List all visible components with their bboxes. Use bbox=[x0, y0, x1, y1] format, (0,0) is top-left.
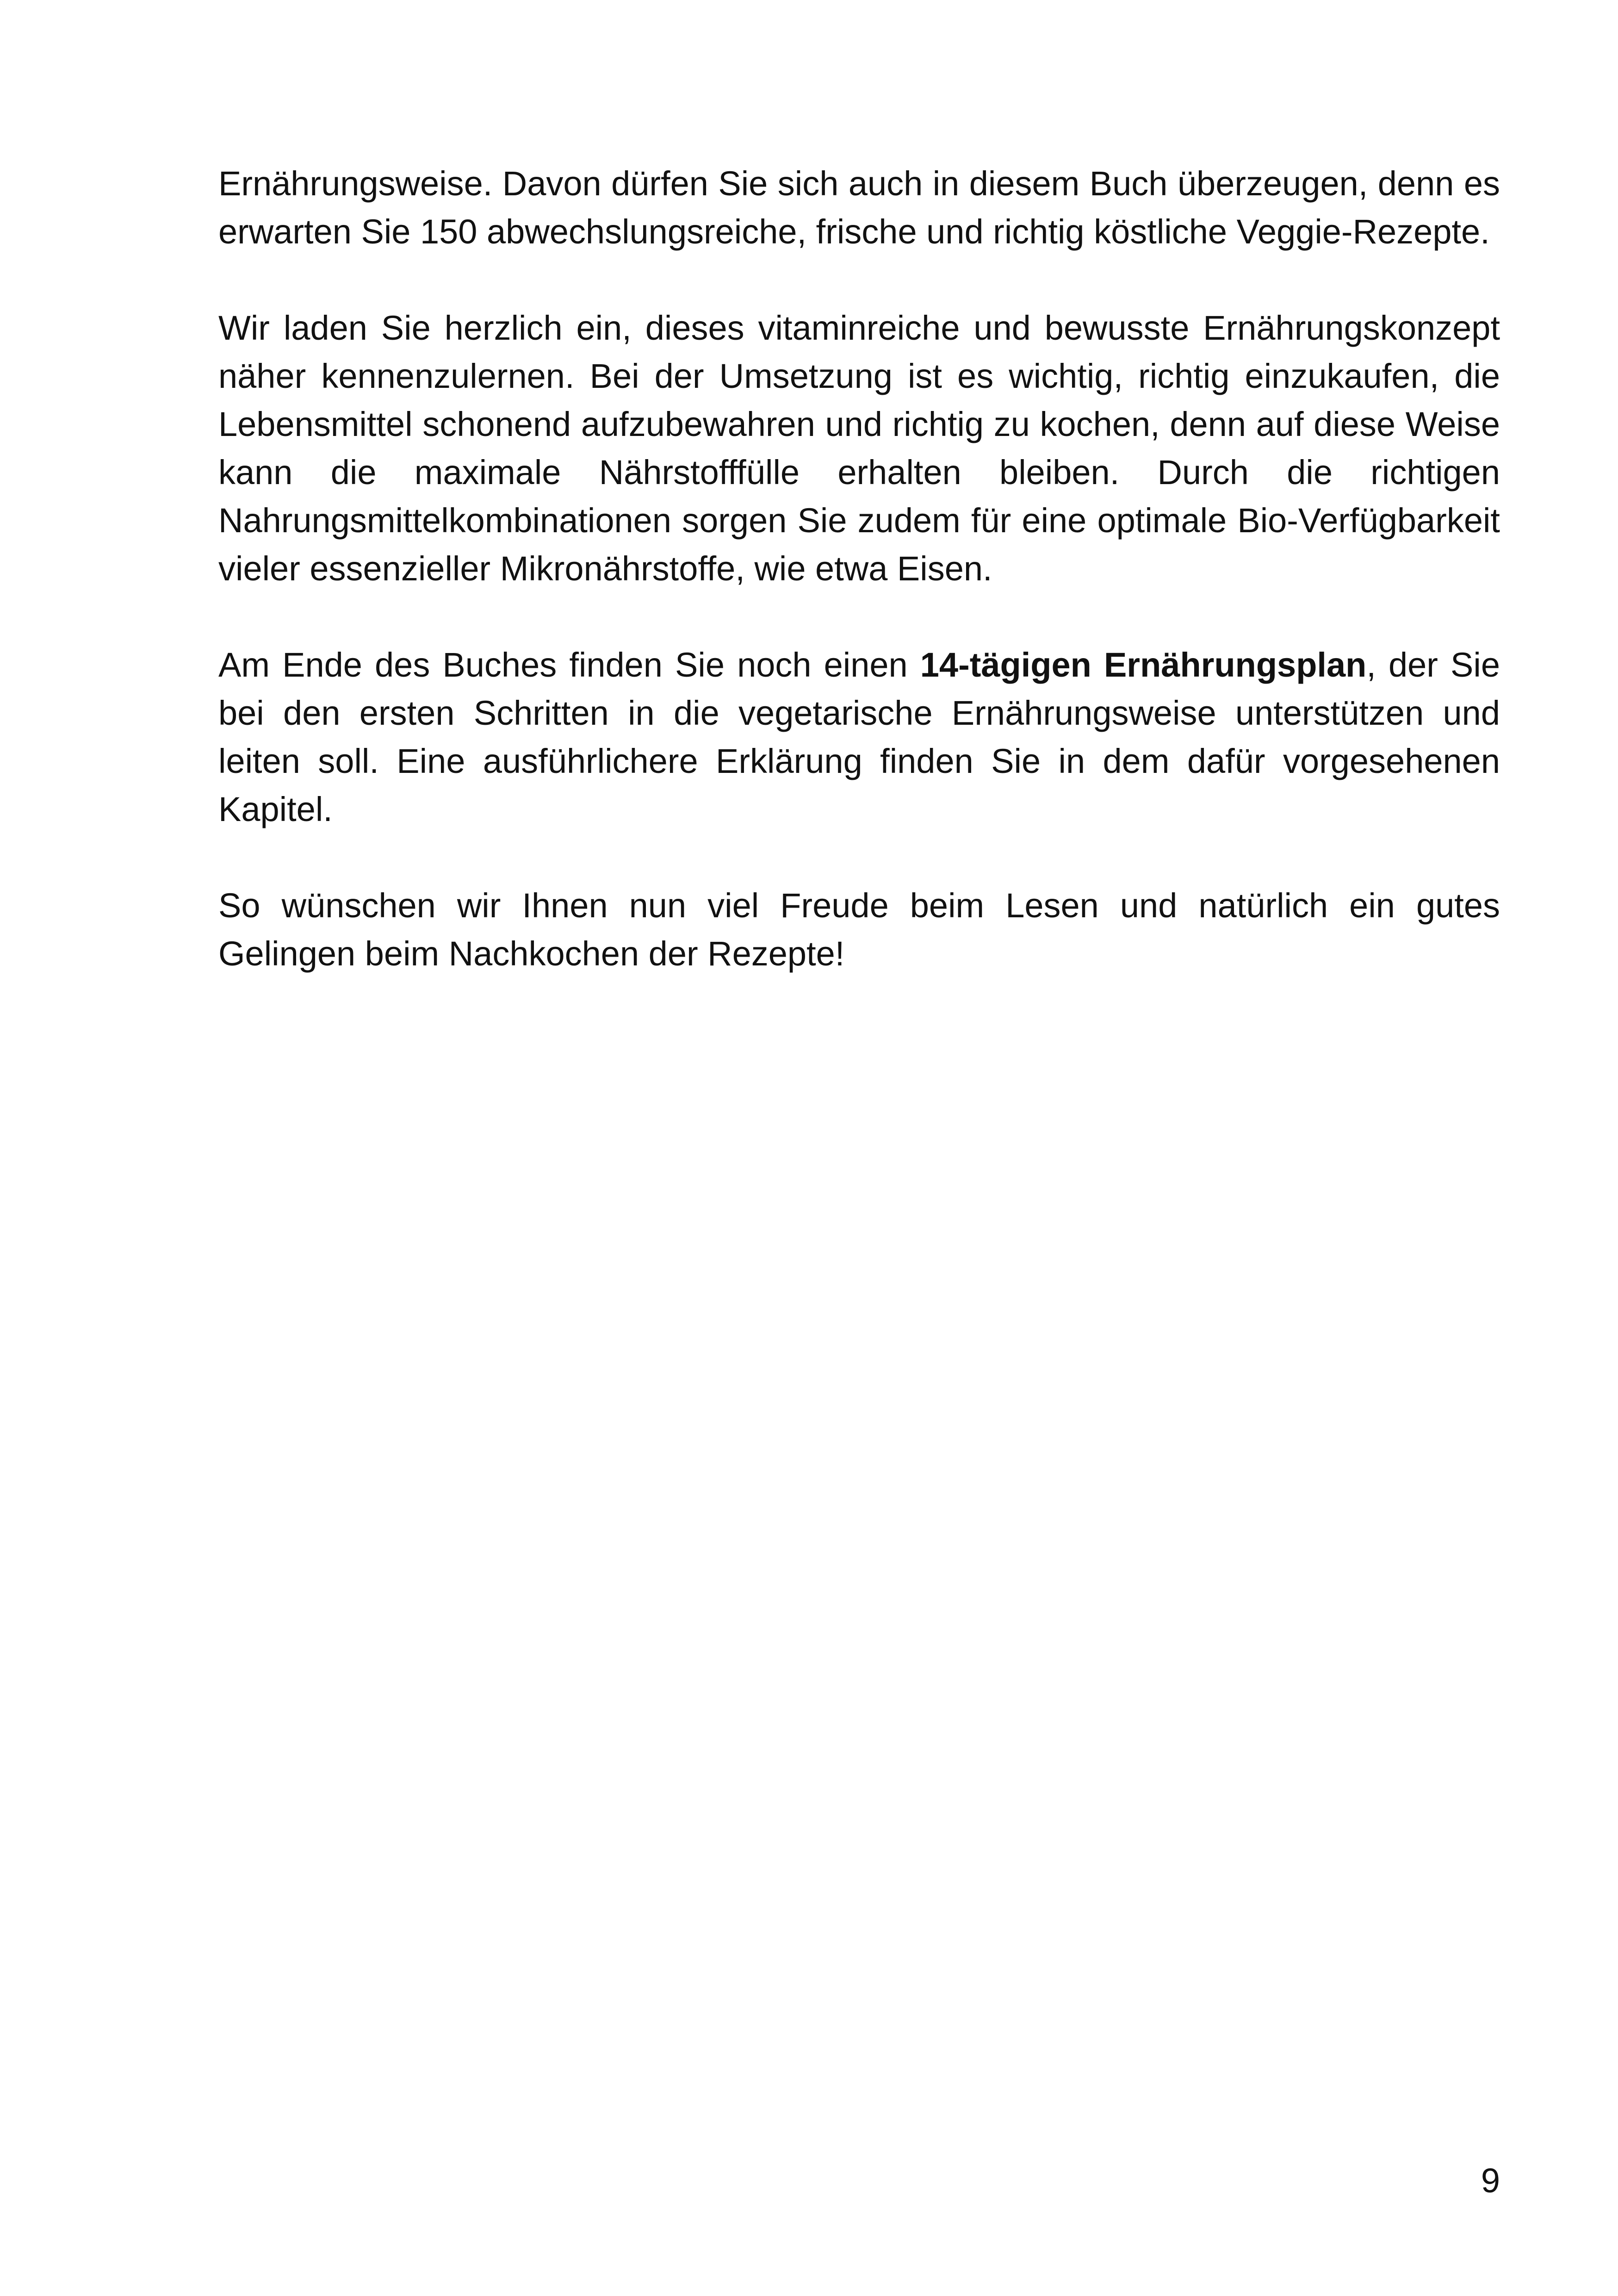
paragraph-3-after: , der Sie bei den ersten Schritten in die vegetarische Ernährungsweise unterstützen und leiten soll. Eine ausführlichere Erklärung finden Sie in dem dafür vorgesehenen Kapitel. bbox=[218, 646, 1500, 828]
body-text bbox=[218, 160, 1500, 1026]
paragraph-1: Ernährungsweise. Davon dürfen Sie sich auch in diesem Buch überzeugen, denn es erwarten Sie 150 abwechslungsreiche, frische und richtig köstliche Veggie-Rezepte. bbox=[218, 164, 1500, 251]
meal-plan-highlight: 14-tägigen Ernährungsplan bbox=[920, 646, 1367, 684]
paragraph-3-before: Am Ende des Buches finden Sie noch einen bbox=[218, 646, 920, 684]
paragraph-4: So wünschen wir Ihnen nun viel Freude beim Lesen und natürlich ein gutes Gelingen beim Nachkochen der Rezepte! bbox=[218, 886, 1500, 973]
page-number: 9 bbox=[1481, 2161, 1500, 2200]
paragraph-2: Wir laden Sie herzlich ein, dieses vitaminreiche und bewusste Ernährungskonzept näher kennenzulernen. Bei der Umsetzung ist es wichtig, richtig einzukaufen, die Lebensmittel schonend aufzubewahren und richtig zu kochen, denn auf diese Weise kann die maximale Nährstofffülle erhalten bleiben. Durch die richtigen Nahrungsmittelkombinationen sorgen Sie zudem für eine optimale Bio-Verfügbarkeit vieler essenzieller Mikronährstoffe, wie etwa Eisen. bbox=[218, 309, 1500, 588]
paragraph-3 bbox=[218, 641, 1500, 834]
